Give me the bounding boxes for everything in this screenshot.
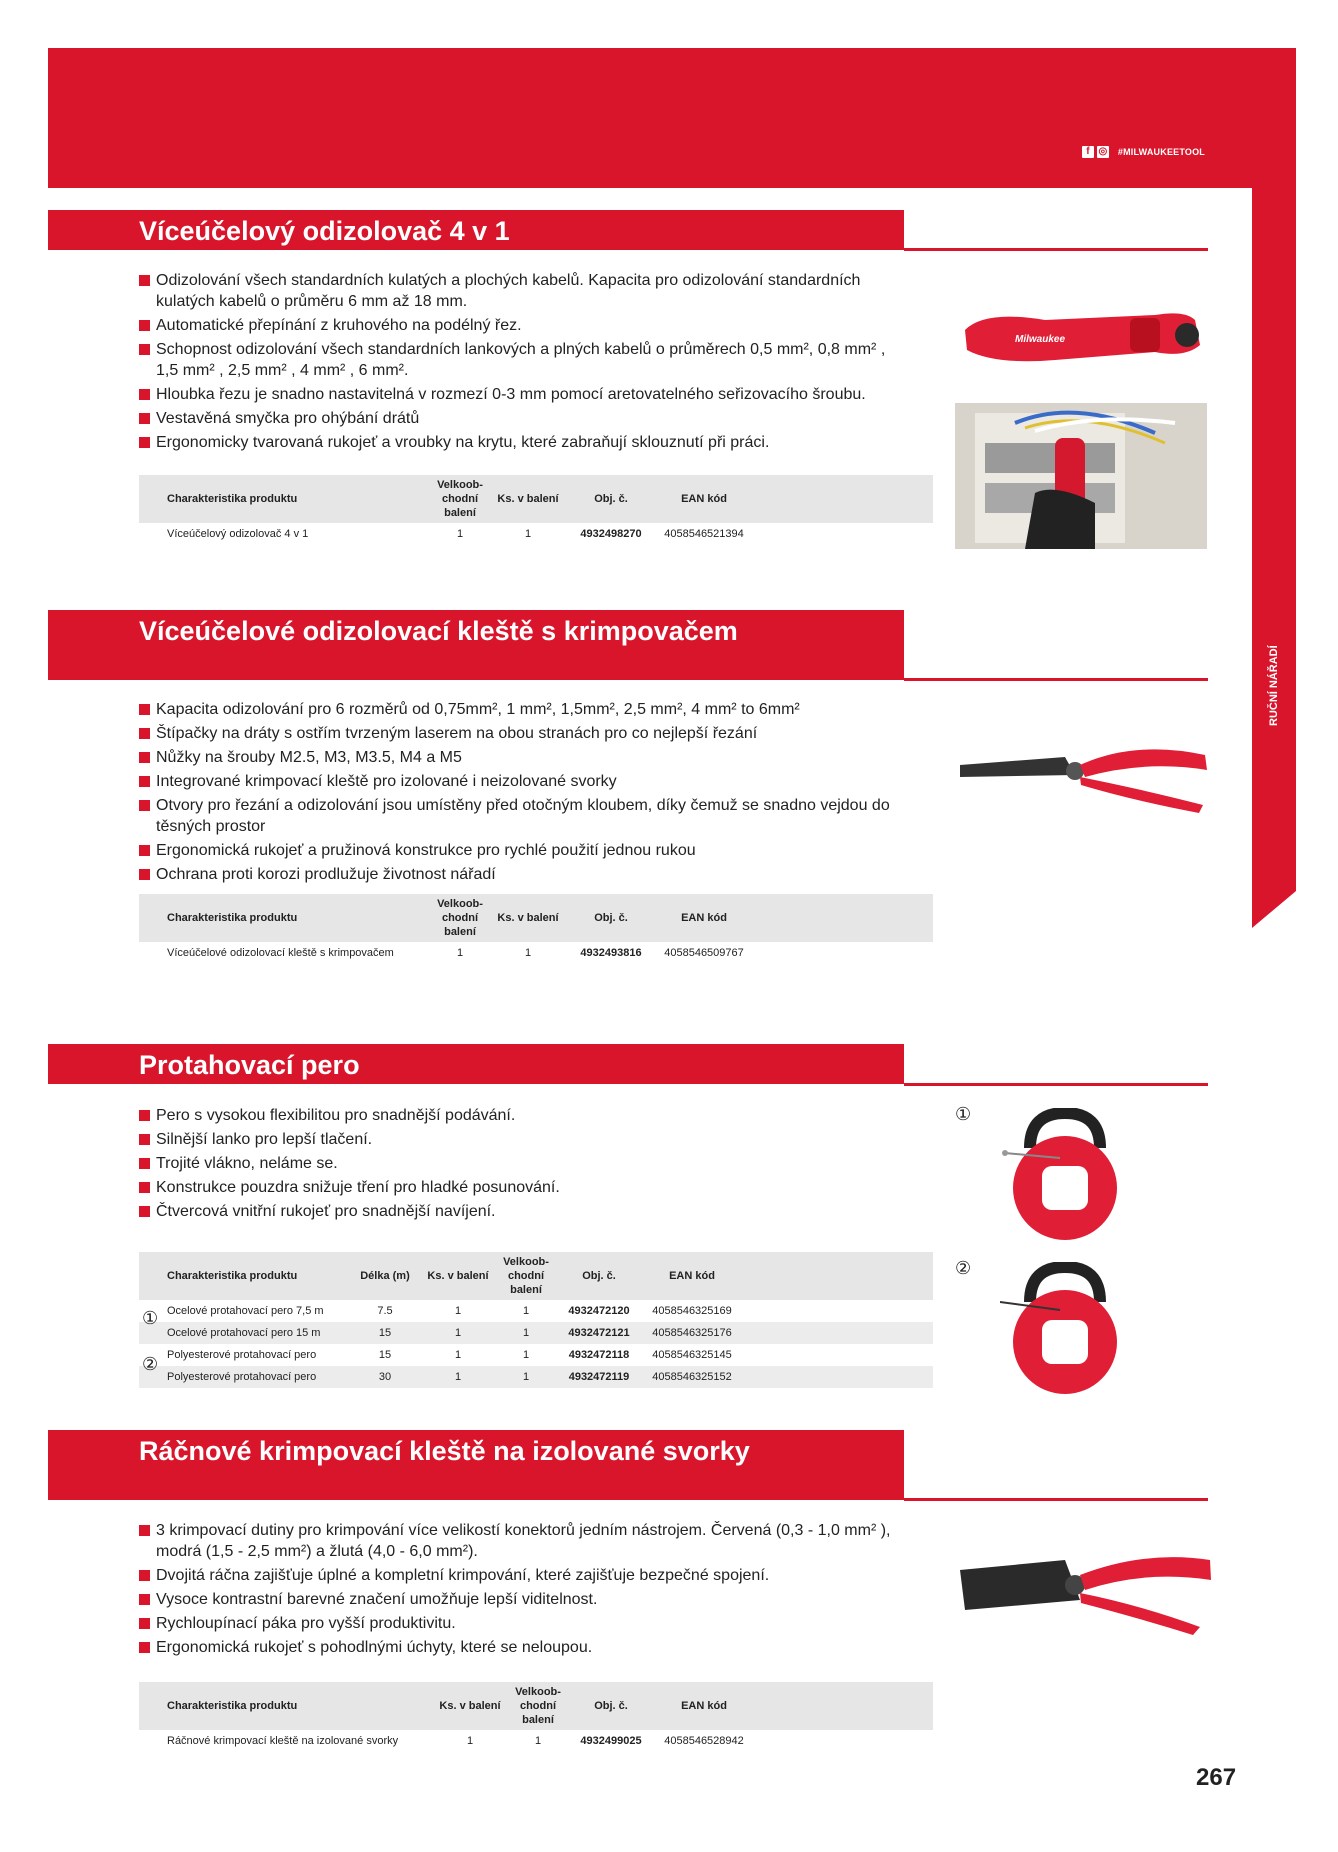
- bullet-list: [139, 1520, 909, 1661]
- column-spacer: [753, 475, 933, 523]
- list-item: 3 krimpovací dutiny pro krimpování více velikostí konektorů jedním nástrojem. Červená (0,3 - 1,0 mm² ), modrá (1,5 - 2,5 mm²) a žlutá (4,0 - 6,0 mm²).: [139, 1520, 909, 1562]
- cell: [753, 942, 933, 964]
- table-header: [139, 1252, 933, 1300]
- cell: 1: [534, 1735, 542, 1747]
- table-row: [139, 1300, 933, 1322]
- cell: 4932472121: [555, 1322, 643, 1344]
- header-banner: [48, 48, 1296, 209]
- cell: 4058546509767: [664, 947, 744, 959]
- spec-table: [139, 475, 933, 545]
- spec-table: [139, 894, 933, 964]
- cell: 4932472119: [555, 1366, 643, 1388]
- cell: [741, 1300, 933, 1322]
- cell: 4932472120: [568, 1305, 630, 1317]
- list-item: Kapacita odizolování pro 6 rozměrů od 0,75mm², 1 mm², 1,5mm², 2,5 mm², 4 mm² to 6mm²: [139, 699, 919, 720]
- bullet-list: [139, 699, 919, 888]
- row-marker: ②: [142, 1354, 159, 1374]
- cell: 4058546325169: [652, 1305, 732, 1317]
- cell: 4932498270: [580, 528, 642, 540]
- cell: Víceúčelové odizolovací kleště s krimpovačem: [167, 947, 394, 959]
- cell: 4058546325176: [643, 1322, 741, 1344]
- section-rule: [904, 1083, 1208, 1086]
- cell: 1: [524, 528, 532, 540]
- column-header: EAN kód: [655, 1682, 753, 1730]
- column-header: Velkoob-chodní balení: [431, 894, 489, 942]
- list-item: Ergonomická rukojeť s pohodlnými úchyty, které se neloupou.: [139, 1637, 909, 1658]
- column-header: Délka (m): [351, 1252, 419, 1300]
- facebook-icon[interactable]: f: [1082, 146, 1094, 158]
- side-tab: [1252, 188, 1296, 928]
- table-row: [139, 523, 933, 545]
- side-tab-label: RUČNÍ NÁŘADÍ: [1268, 645, 1280, 726]
- column-header: Charakteristika produktu: [139, 475, 431, 523]
- column-spacer: [753, 894, 933, 942]
- column-header: Charakteristika produktu: [139, 894, 431, 942]
- list-item: Vestavěná smyčka pro ohýbání drátů: [139, 408, 909, 429]
- table-row: [139, 942, 933, 964]
- list-item: Odizolování všech standardních kulatých a plochých kabelů. Kapacita pro odizolování standardních kulatých kabelů o průměru 6 mm až 18 mm.: [139, 270, 909, 312]
- section-title: Víceúčelový odizolovač 4 v 1: [48, 210, 904, 250]
- cell: 1: [524, 947, 532, 959]
- cell: 4058546521394: [664, 528, 744, 540]
- column-header: Ks. v balení: [431, 1682, 509, 1730]
- cell: 1: [522, 1305, 530, 1317]
- section-rule: [904, 1498, 1208, 1501]
- cell: 15: [378, 1349, 392, 1361]
- list-item: Ergonomicky tvarovaná rukojeť a vroubky na krytu, které zabraňují sklouznutí při práci.: [139, 432, 909, 453]
- fish-tape-polyester-image: [1000, 1262, 1130, 1397]
- image-marker: ②: [955, 1258, 972, 1278]
- bullet-list: [139, 270, 909, 456]
- cell: [741, 1366, 933, 1388]
- spec-table: [139, 1252, 933, 1388]
- site-url[interactable]: milwaukeetool.cz: [1023, 184, 1204, 209]
- list-item: Ergonomická rukojeť a pružinová konstrukce pro rychlé použití jednou rukou: [139, 840, 919, 861]
- section-rule: [904, 678, 1208, 681]
- cable-stripper-image: [955, 290, 1215, 380]
- column-header: Obj. č.: [567, 1682, 655, 1730]
- list-item: Ochrana proti korozi prodlužuje životnost nářadí: [139, 864, 919, 885]
- list-item: Čtvercová vnitřní rukojeť pro snadnější navíjení.: [139, 1201, 899, 1222]
- cell: Polyesterové protahovací pero: [167, 1349, 317, 1361]
- cell: 1: [497, 1322, 555, 1344]
- cell: [753, 1730, 933, 1752]
- cell: 4932493816: [580, 947, 642, 959]
- column-header: EAN kód: [655, 475, 753, 523]
- row-marker: ①: [142, 1308, 159, 1328]
- cell: 15: [351, 1322, 419, 1344]
- column-header: Ks. v balení: [419, 1252, 497, 1300]
- spec-table: [139, 1682, 933, 1752]
- cell: 4058546325145: [652, 1349, 732, 1361]
- column-header: Obj. č.: [567, 894, 655, 942]
- cell: [741, 1344, 933, 1366]
- section-title: Ráčnové krimpovací kleště na izolované svorky: [48, 1430, 904, 1500]
- cell: Ocelové protahovací pero 7,5 m: [167, 1305, 324, 1317]
- column-spacer: [753, 1682, 933, 1730]
- list-item: Dvojitá ráčna zajišťuje úplné a kompletní krimpování, které zajišťuje bezpečné spojení.: [139, 1565, 909, 1586]
- section-rule: [904, 248, 1208, 251]
- table-row: [139, 1730, 933, 1752]
- column-spacer: [741, 1252, 933, 1300]
- cell: 4058546325152: [643, 1366, 741, 1388]
- table-header: [139, 475, 933, 523]
- column-header: Velkoob-chodní balení: [431, 475, 489, 523]
- cell: 1: [466, 1735, 474, 1747]
- list-item: Integrované krimpovací kleště pro izolované i neizolované svorky: [139, 771, 919, 792]
- list-item: Nůžky na šrouby M2.5, M3, M3.5, M4 a M5: [139, 747, 919, 768]
- list-item: Vysoce kontrastní barevné značení umožňuje lepší viditelnost.: [139, 1589, 909, 1610]
- svg-text:Milwaukee: Milwaukee: [1015, 334, 1066, 345]
- cell: 1: [419, 1366, 497, 1388]
- list-item: Automatické přepínání z kruhového na podélný řez.: [139, 315, 909, 336]
- ratchet-crimper-image: [955, 1545, 1215, 1635]
- table-row: [139, 1366, 933, 1388]
- section-title: Protahovací pero: [48, 1044, 904, 1084]
- cell: 1: [454, 1305, 462, 1317]
- column-header: EAN kód: [643, 1252, 741, 1300]
- bullet-list: [139, 1105, 899, 1225]
- page-number: 267: [1196, 1764, 1237, 1791]
- table-header: [139, 1682, 933, 1730]
- list-item: Rychloupínací páka pro vyšší produktivitu.: [139, 1613, 909, 1634]
- stripper-pliers-image: [955, 735, 1215, 815]
- stripper-usage-photo: [955, 403, 1207, 549]
- cell: Ocelové protahovací pero 15 m: [139, 1322, 351, 1344]
- cell: 1: [419, 1322, 497, 1344]
- column-header: EAN kód: [655, 894, 753, 942]
- fish-tape-steel-image: [1000, 1108, 1130, 1243]
- table-header: [139, 894, 933, 942]
- column-header: Velkoob-chodní balení: [509, 1682, 567, 1730]
- column-header: Ks. v balení: [489, 475, 567, 523]
- cell: 1: [456, 528, 464, 540]
- cell: 1: [497, 1366, 555, 1388]
- list-item: Hloubka řezu je snadno nastavitelná v rozmezí 0-3 mm pomocí aretovatelného seřizovacího šroubu.: [139, 384, 909, 405]
- table-row: [139, 1344, 933, 1366]
- cell: [753, 523, 933, 545]
- cell: Víceúčelový odizolovač 4 v 1: [167, 528, 309, 540]
- list-item: Otvory pro řezání a odizolování jsou umístěny před otočným kloubem, díky čemuž se snadno vejdou do těsných prostor: [139, 795, 919, 837]
- column-header: Velkoob-chodní balení: [497, 1252, 555, 1300]
- cell: 1: [456, 947, 464, 959]
- column-header: Charakteristika produktu: [139, 1252, 351, 1300]
- column-header: Obj. č.: [567, 475, 655, 523]
- list-item: Trojité vlákno, neláme se.: [139, 1153, 899, 1174]
- list-item: Schopnost odizolování všech standardních lankových a plných kabelů o průměrech 0,5 mm², 0,8 mm² , 1,5 mm² , 2,5 mm² , 4 mm² , 6 mm².: [139, 339, 909, 381]
- cell: [741, 1322, 933, 1344]
- list-item: Štípačky na dráty s ostřím tvrzeným laserem na obou stranách pro co nejlepší řezání: [139, 723, 919, 744]
- image-marker: ①: [955, 1104, 972, 1124]
- cell: 4932499025: [580, 1735, 642, 1747]
- table-row: [139, 1322, 933, 1344]
- column-header: Obj. č.: [555, 1252, 643, 1300]
- cell: 4932472118: [568, 1349, 630, 1361]
- list-item: Pero s vysokou flexibilitou pro snadnější podávání.: [139, 1105, 899, 1126]
- cell: 4058546528942: [664, 1735, 744, 1747]
- list-item: Konstrukce pouzdra snižuje tření pro hladké posunování.: [139, 1177, 899, 1198]
- hashtag: #MILWAUKEETOOL: [1117, 147, 1205, 157]
- instagram-icon[interactable]: ◎: [1098, 146, 1108, 157]
- cell: 1: [454, 1349, 462, 1361]
- cell: Ráčnové krimpovací kleště na izolované svorky: [167, 1735, 399, 1747]
- cell: 30: [351, 1366, 419, 1388]
- column-header: Charakteristika produktu: [139, 1682, 431, 1730]
- cell: Polyesterové protahovací pero: [139, 1366, 351, 1388]
- cell: 7.5: [377, 1305, 393, 1317]
- list-item: Silnější lanko pro lepší tlačení.: [139, 1129, 899, 1150]
- cell: 1: [522, 1349, 530, 1361]
- column-header: Ks. v balení: [489, 894, 567, 942]
- social-links: [1082, 146, 1205, 158]
- section-title: Víceúčelové odizolovací kleště s krimpovačem: [48, 610, 904, 680]
